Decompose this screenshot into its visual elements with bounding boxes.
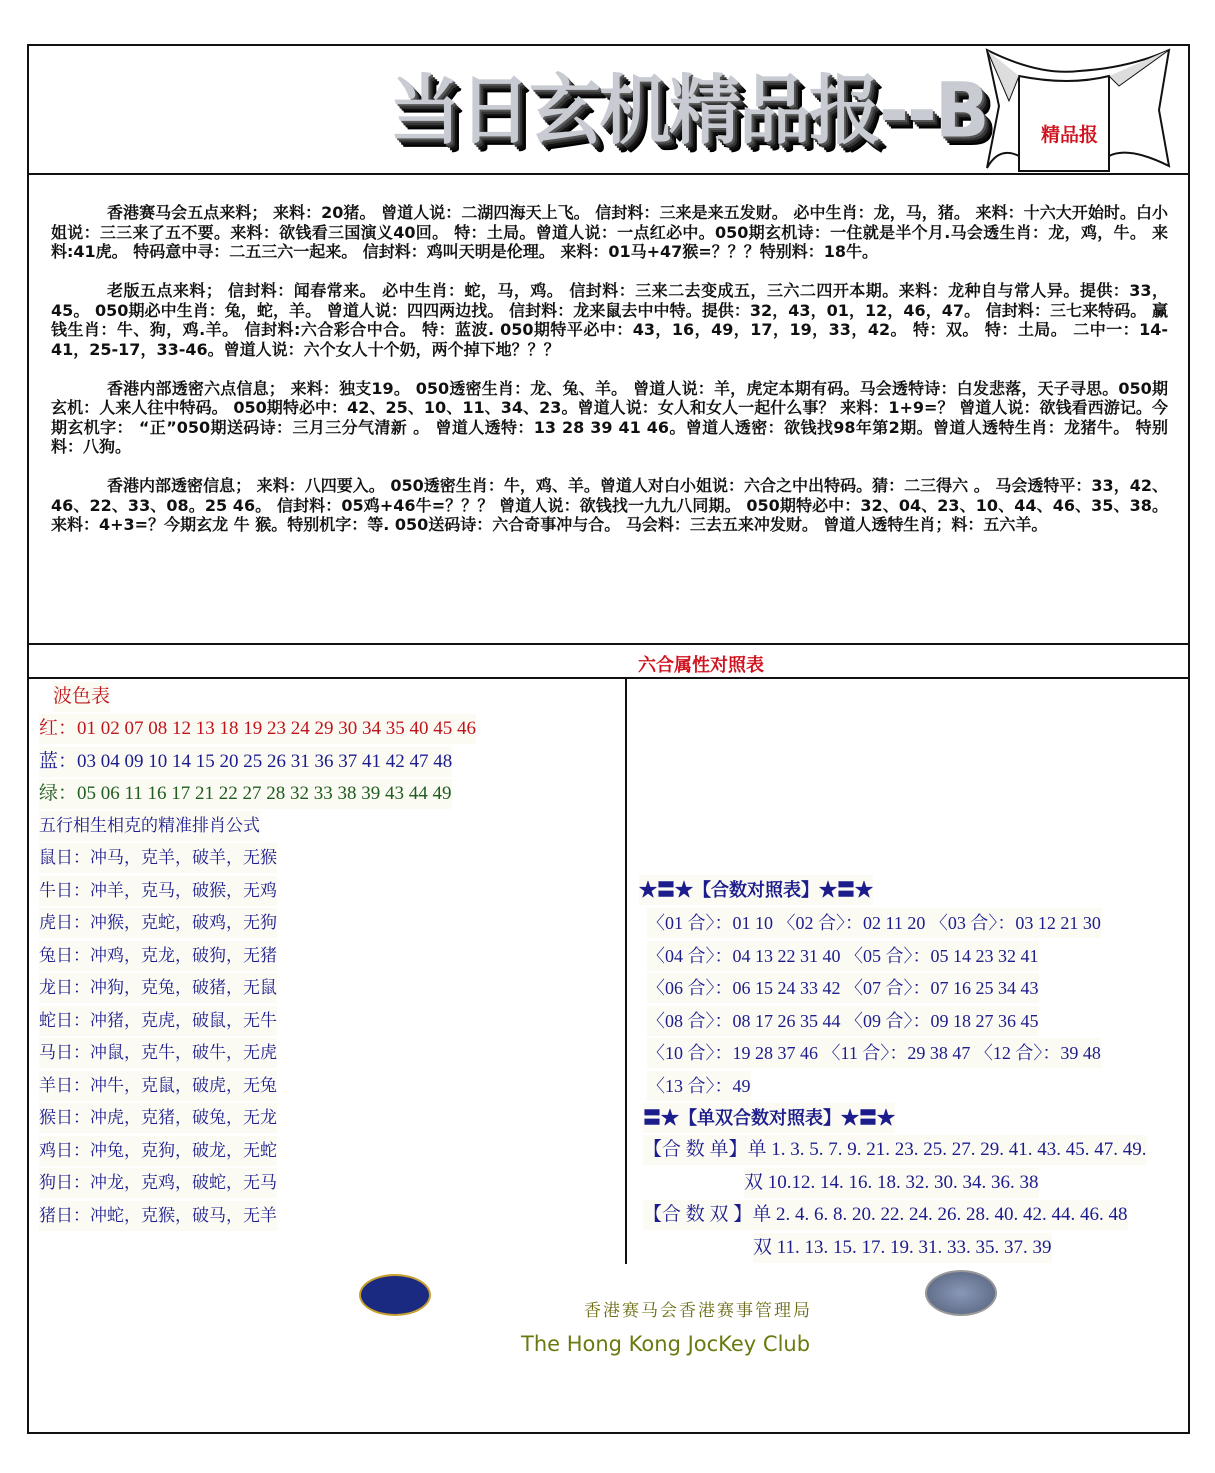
header xyxy=(29,46,1188,175)
wave-color-table xyxy=(29,679,627,1264)
racing-authority-logo-icon xyxy=(925,1270,997,1316)
formula-row: 猴日：冲虎，克猪，破兔，无龙 xyxy=(39,1103,277,1133)
footer-english-name: The Hong Kong JocKey Club xyxy=(521,1332,811,1356)
formula-row: 鼠日：冲马，克羊，破羊，无猴 xyxy=(39,843,277,873)
news-text-section xyxy=(29,175,1188,645)
formula-row: 龙日：冲狗，克兔，破猪，无鼠 xyxy=(39,973,277,1003)
formula-row: 牛日：冲羊，克马，破猴，无鸡 xyxy=(39,876,277,906)
page-frame xyxy=(27,44,1190,1434)
heshu-dan-shuang-row: 双 10.12. 14. 16. 18. 32. 30. 34. 36. 38 xyxy=(744,1168,1039,1198)
footer xyxy=(29,1264,1188,1434)
paragraph: 香港赛马会五点来料； 来料：20猪。 曾道人说：二湖四海天上飞。 信封料：三来是来五发财。 必中生肖：龙，马，猪。 来料：十六大开始时。白小姐说：三三来了五不要。来料：欲钱看三国演义40回。 特：土局。曾道人说：一点红必中。050期玄机诗：一住就是半个月.马会透生肖：龙，鸡，牛。 来料:41虎。 特码意中寻：二五三六一起来。 信封料：鸡叫天明是伦理。 来料：01马+47猴=？？？特别料：18牛。 xyxy=(51,203,1168,261)
formula-title: 五行相生相克的精准排肖公式 xyxy=(39,811,260,841)
heshu-row: 〈06 合〉：06 15 24 33 42 〈07 合〉：07 16 25 34 43 xyxy=(647,973,1039,1003)
heshu-shuang-shuang-row: 双 11. 13. 15. 17. 19. 31. 33. 35. 37. 39 xyxy=(753,1233,1052,1263)
heshu-row: 〈04 合〉：04 13 22 31 40 〈05 合〉：05 14 23 32 41 xyxy=(647,941,1039,971)
table-title-row xyxy=(29,645,1188,679)
heshu-table xyxy=(629,679,1188,1264)
page-title: 当日玄机精品报--B xyxy=(389,66,988,155)
paragraph: 老版五点来料； 信封料：闻春常来。 必中生肖：蛇，马，鸡。 信封料：三来二去变成五，三六二四开本期。来料：龙种自与常人异。提供：33，45。 050期必中生肖：兔，蛇，羊。 曾道人说：四四两边找。 信封料：龙来鼠去中中特。提供：32，43，01，12，46，47。 信封料：三七来特码。 赢钱生肖：牛、狗，鸡.羊。 信封料:六合彩合中合。 特：蓝波. 050期特平必中：43，16，49，17，19，33，42。 特：双。 特：土局。 二中一：14-41，25-17，33-46。曾道人说：六个女人十个奶，两个掉下地？？？ xyxy=(51,281,1168,359)
heshu-row: 〈13 合〉：49 xyxy=(647,1071,751,1101)
blue-wave-row: 蓝：03 04 09 10 14 15 20 25 26 31 36 37 41 42 47 48 xyxy=(39,747,452,777)
jockey-club-logo-icon xyxy=(359,1274,431,1316)
formula-row: 虎日：冲猴，克蛇，破鸡，无狗 xyxy=(39,908,277,938)
heshu-title: ★〓★【合数对照表】★〓★ xyxy=(639,875,873,905)
wave-title: 波色表 xyxy=(53,682,110,712)
formula-row: 马日：冲鼠，克牛，破牛，无虎 xyxy=(39,1038,277,1068)
footer-chinese-name: 香港赛马会香港赛事管理局 xyxy=(584,1301,812,1321)
formula-row: 猪日：冲蛇，克猴，破马，无羊 xyxy=(39,1201,277,1231)
table-title: 六合属性对照表 xyxy=(638,655,764,676)
heshu-shuang-row: 【合 数 双 】单 2. 4. 6. 8. 20. 22. 24. 26. 28. 40. 42. 44. 46. 48 xyxy=(643,1200,1128,1230)
heshu-row: 〈01 合〉：01 10 〈02 合〉：02 11 20 〈03 合〉：03 12 21 30 xyxy=(647,908,1101,938)
paragraph: 香港内部透密信息； 来料：八四要入。 050透密生肖：牛，鸡、羊。曾道人对白小姐说：六合之中出特码。猜：二三得六 。 马会透特平：33，42、46、22、33、08。25 46。 信封料：05鸡+46牛=？？？ 曾道人说：欲钱找一九九八同期。 050期特必中：32、04、23、10、44、46、35、38。 来料：4+3=？今期玄龙 牛 猴。特别机字：等. 050送码诗：六合奇事冲与合。 马会料：三去五来冲发财。 曾道人透特生肖；料：五六羊。 xyxy=(51,476,1168,534)
red-wave-row: 红：01 02 07 08 12 13 18 19 23 24 29 30 34 35 40 45 46 xyxy=(39,714,476,744)
heshu-dan-row: 【合 数 单】单 1. 3. 5. 7. 9. 21. 23. 25. 27. 29. 41. 43. 45. 47. 49. xyxy=(643,1135,1147,1165)
scroll-banner-icon xyxy=(979,46,1179,174)
dan-shuang-title: 〓★【单双合数对照表】★〓★ xyxy=(643,1103,895,1133)
formula-row: 羊日：冲牛，克鼠，破虎，无兔 xyxy=(39,1071,277,1101)
banner-label: 精品报 xyxy=(1041,124,1099,146)
formula-row: 兔日：冲鸡，克龙，破狗，无猪 xyxy=(39,941,277,971)
formula-row: 鸡日：冲兔，克狗，破龙，无蛇 xyxy=(39,1136,277,1166)
paragraph: 香港内部透密六点信息； 来料：独支19。 050透密生肖：龙、兔、羊。 曾道人说：羊，虎定本期有码。马会透特诗：白发悲落，天子寻思。050期玄机：人来人往中特码。 050期特必中：42、25、10、11、34、23。曾道人说：女人和女人一起什么事？ 来料：1+9=？ 曾道人说：欲钱看西游记。今期玄机字： “正”050期送码诗：三月三分气清新 。 曾道人透特：13 28 39 41 46。曾道人透密：欲钱找98年第2期。曾道人透特生肖：龙猪牛。 特别料：八狗。 xyxy=(51,378,1168,456)
heshu-row: 〈10 合〉：19 28 37 46 〈11 合〉：29 38 47 〈12 合〉：39 48 xyxy=(647,1038,1101,1068)
formula-row: 狗日：冲龙，克鸡，破蛇，无马 xyxy=(39,1168,277,1198)
green-wave-row: 绿：05 06 11 16 17 21 22 27 28 32 33 38 39 43 44 49 xyxy=(39,779,452,809)
formula-row: 蛇日：冲猪，克虎，破鼠，无牛 xyxy=(39,1006,277,1036)
heshu-row: 〈08 合〉：08 17 26 35 44 〈09 合〉：09 18 27 36 45 xyxy=(647,1006,1039,1036)
